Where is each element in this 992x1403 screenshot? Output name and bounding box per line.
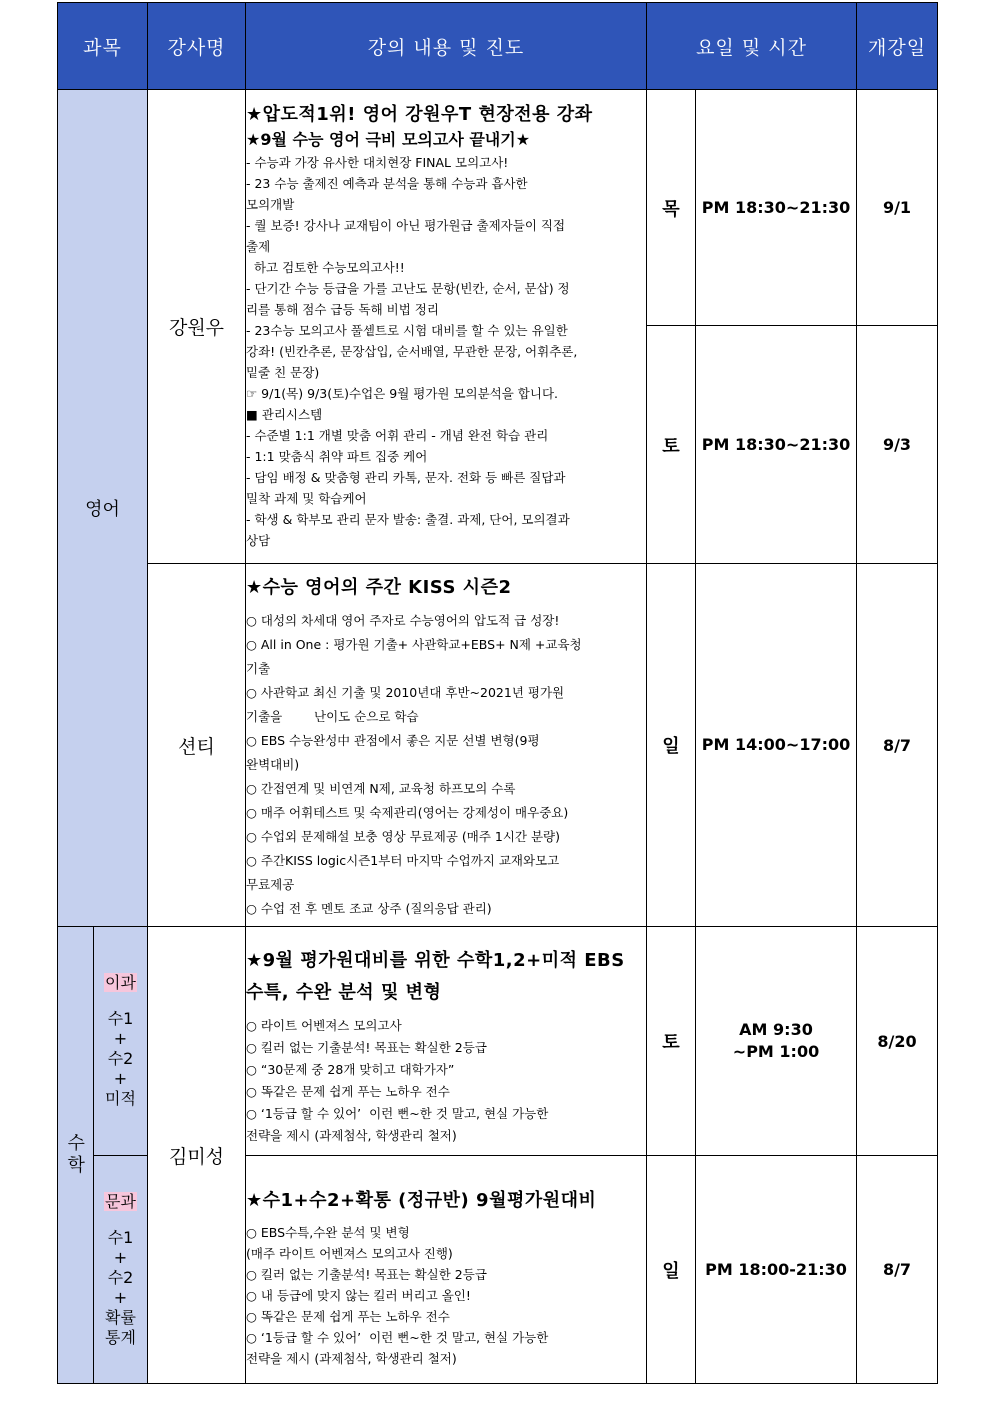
time-cell: PM 18:00-21:30 bbox=[696, 1156, 857, 1384]
start-date-cell: 8/7 bbox=[857, 564, 938, 927]
course-content-kang bbox=[246, 90, 647, 564]
day-cell: 목 bbox=[647, 90, 696, 326]
table-row bbox=[58, 564, 938, 927]
table-row bbox=[58, 927, 938, 1156]
description-line: ○ 라이트 어벤져스 모의고사 bbox=[246, 1018, 402, 1033]
course-title: ★압도적1위! 영어 강원우T 현장전용 강좌 bbox=[246, 104, 593, 125]
description-line: 모의개발 bbox=[246, 197, 295, 212]
description-line: ○ 똑같은 문제 쉽게 푸는 노하우 전수 bbox=[246, 1084, 450, 1099]
subject-math-label: 수학 bbox=[67, 1133, 85, 1176]
track-subjects: 수1 + 수2 + 확률 통계 bbox=[105, 1227, 136, 1347]
start-date-cell: 9/1 bbox=[857, 90, 938, 326]
description-line: ○ 내 등급에 맞지 않는 킬러 버리고 올인! bbox=[246, 1288, 471, 1303]
course-content-liberal bbox=[246, 1156, 647, 1384]
description-line: ○ ‘1등급 할 수 있어’ 이런 뻔~한 것 말고, 현실 가능한 bbox=[246, 1106, 549, 1121]
course-content-science bbox=[246, 927, 647, 1156]
teacher-kang: 강원우 bbox=[148, 90, 246, 564]
time-line: AM 9:30 bbox=[739, 1020, 813, 1039]
description-line: 기출 bbox=[246, 661, 271, 676]
description-line: ○ EBS 수능완성中 관점에서 좋은 지문 선별 변형(9평 bbox=[246, 733, 540, 748]
description-line: - 수능과 가장 유사한 대치현장 FINAL 모의고사! bbox=[246, 155, 509, 170]
description-line: - 1:1 맞춤식 취약 파트 집중 케어 bbox=[246, 449, 428, 464]
description-line: 출제 bbox=[246, 239, 271, 254]
schedule-table bbox=[57, 2, 938, 1384]
course-description bbox=[246, 1222, 646, 1369]
description-line: 밀착 과제 및 학습케어 bbox=[246, 491, 367, 506]
course-description bbox=[246, 152, 646, 551]
description-line: ■ 관리시스템 bbox=[246, 407, 323, 422]
start-date-cell: 9/3 bbox=[857, 326, 938, 564]
track-science bbox=[94, 927, 148, 1156]
description-line: ☞ 9/1(목) 9/3(토)수업은 9월 평가원 모의분석을 합니다. bbox=[246, 386, 558, 401]
description-line: ○ ‘1등급 할 수 있어’ 이런 뻔~한 것 말고, 현실 가능한 bbox=[246, 1330, 549, 1345]
subject-math bbox=[58, 927, 94, 1384]
description-line: - 수준별 1:1 개별 맞춤 어휘 관리 - 개념 완전 학습 관리 bbox=[246, 428, 549, 443]
time-line: ~PM 1:00 bbox=[732, 1042, 820, 1061]
header-teacher: 강사명 bbox=[148, 3, 246, 90]
description-line: - 퀄 보증! 강사나 교재팀이 아닌 평가원급 출제자들이 직접 bbox=[246, 218, 566, 233]
description-line: - 23 수능 출제진 예측과 분석을 통해 수능과 흡사한 bbox=[246, 176, 528, 191]
header-start-date: 개강일 bbox=[857, 3, 938, 90]
description-line: ○ 킬러 없는 기출분석! 목표는 확실한 2등급 bbox=[246, 1267, 487, 1282]
description-line: 하고 검토한 수능모의고사!! bbox=[246, 260, 405, 275]
course-description bbox=[246, 609, 646, 921]
course-title: ★9월 평가원대비를 위한 수학1,2+미적 EBS bbox=[246, 950, 625, 971]
description-line: 전략을 제시 (과제첨삭, 학생관리 철저) bbox=[246, 1351, 457, 1366]
start-date-cell: 8/7 bbox=[857, 1156, 938, 1384]
course-description bbox=[246, 1015, 646, 1147]
header-subject: 과목 bbox=[58, 3, 148, 90]
description-line: ○ 수업 전 후 멘토 조교 상주 (질의응답 관리) bbox=[246, 901, 492, 916]
description-line: 리를 통해 점수 급등 독해 비법 정리 bbox=[246, 302, 439, 317]
description-line: ○ 킬러 없는 기출분석! 목표는 확실한 2등급 bbox=[246, 1040, 487, 1055]
description-line: - 단기간 수능 등급을 가를 고난도 문항(빈칸, 순서, 문삽) 정 bbox=[246, 281, 570, 296]
description-line: ○ 매주 어휘테스트 및 숙제관리(영어는 강제성이 매우중요) bbox=[246, 805, 569, 820]
course-title: ★수능 영어의 주간 KISS 시즌2 bbox=[246, 577, 512, 598]
track-tag: 이과 bbox=[105, 973, 136, 992]
description-line: ○ 간접연계 및 비연계 N제, 교육청 하프모의 수록 bbox=[246, 781, 516, 796]
description-line: - 23수능 모의고사 풀셑트로 시험 대비를 할 수 있는 유일한 bbox=[246, 323, 568, 338]
time-cell: PM 18:30~21:30 bbox=[696, 326, 857, 564]
description-line: ○ All in One : 평가원 기출+ 사관학교+EBS+ N제 +교육청 bbox=[246, 637, 582, 652]
description-line: 강좌! (빈칸추론, 문장삽입, 순서배열, 무관한 문장, 어휘추론, bbox=[246, 344, 578, 359]
description-line: ○ 사관학교 최신 기출 및 2010년대 후반~2021년 평가원 bbox=[246, 685, 565, 700]
time-cell: PM 14:00~17:00 bbox=[696, 564, 857, 927]
description-line: ○ “30문제 중 28개 맞히고 대학가자” bbox=[246, 1062, 455, 1077]
course-title: ★수1+수2+확통 (정규반) 9월평가원대비 bbox=[246, 1190, 597, 1211]
time-cell bbox=[696, 927, 857, 1156]
description-line: 밑줄 친 문장) bbox=[246, 365, 320, 380]
course-content-shanti bbox=[246, 564, 647, 927]
description-line: 상담 bbox=[246, 533, 271, 548]
start-date-cell: 8/20 bbox=[857, 927, 938, 1156]
description-line: 완벽대비) bbox=[246, 757, 300, 772]
description-line: ○ 똑같은 문제 쉽게 푸는 노하우 전수 bbox=[246, 1309, 450, 1324]
subject-english: 영어 bbox=[58, 90, 148, 927]
track-subjects: 수1 + 수2 + 미적 bbox=[105, 1009, 136, 1108]
time-cell: PM 18:30~21:30 bbox=[696, 90, 857, 326]
table-row bbox=[58, 90, 938, 326]
header-content: 강의 내용 및 진도 bbox=[246, 3, 647, 90]
description-line: - 담임 배정 & 맞춤형 관리 카톡, 문자. 전화 등 빠른 질답과 bbox=[246, 470, 566, 485]
course-title-line2: 수특, 수완 분석 및 변형 bbox=[246, 982, 442, 1003]
description-line: - 학생 & 학부모 관리 문자 발송: 출결. 과제, 단어, 모의결과 bbox=[246, 512, 570, 527]
teacher-kim: 김미성 bbox=[148, 927, 246, 1384]
description-line: 기출을 난이도 순으로 학습 bbox=[246, 709, 419, 724]
description-line: 전략을 제시 (과제첨삭, 학생관리 철저) bbox=[246, 1128, 457, 1143]
day-cell: 토 bbox=[647, 326, 696, 564]
description-line: (매주 라이트 어벤져스 모의고사 진행) bbox=[246, 1246, 453, 1261]
description-line: ○ 수업외 문제해설 보충 영상 무료제공 (매주 1시간 분량) bbox=[246, 829, 560, 844]
header-row bbox=[58, 3, 938, 90]
description-line: ○ 주간KISS logic시즌1부터 마지막 수업까지 교재와모고 bbox=[246, 853, 560, 868]
header-schedule: 요일 및 시간 bbox=[647, 3, 857, 90]
description-line: 무료제공 bbox=[246, 877, 295, 892]
course-subtitle: ★9월 수능 영어 극비 모의고사 끝내기★ bbox=[246, 130, 531, 149]
description-line: ○ EBS수특,수완 분석 및 변형 bbox=[246, 1225, 410, 1240]
description-line: ○ 대성의 차세대 영어 주자로 수능영어의 압도적 급 성장! bbox=[246, 613, 560, 628]
teacher-shanti: 션티 bbox=[148, 564, 246, 927]
day-cell: 일 bbox=[647, 1156, 696, 1384]
day-cell: 토 bbox=[647, 927, 696, 1156]
track-tag: 문과 bbox=[105, 1191, 136, 1211]
day-cell: 일 bbox=[647, 564, 696, 927]
track-liberal bbox=[94, 1156, 148, 1384]
